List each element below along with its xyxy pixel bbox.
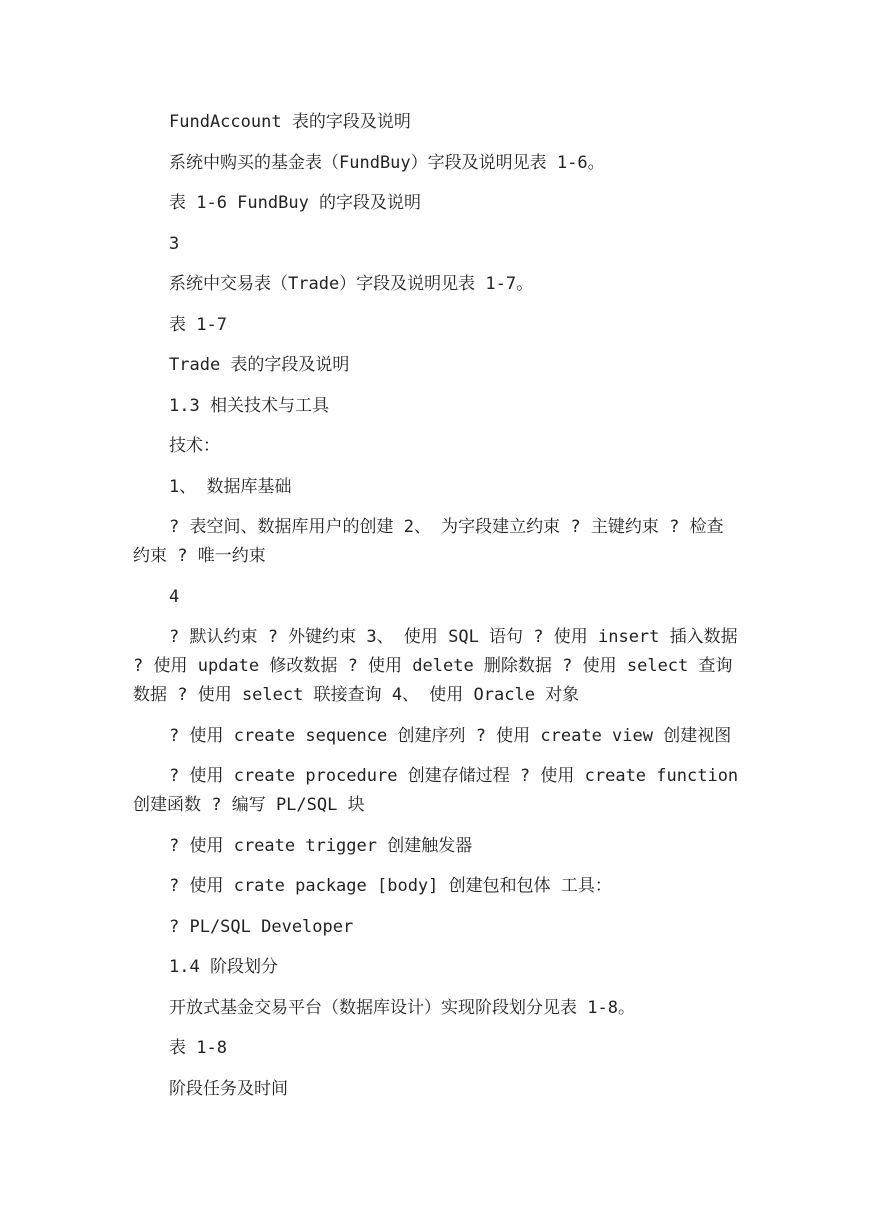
- page-number: 3: [169, 233, 180, 254]
- section-heading-1-3: 1.3 相关技术与工具: [169, 395, 329, 416]
- fundbuy-intro: 系统中购买的基金表（FundBuy）字段及说明见表 1-6。: [169, 152, 605, 173]
- sql-statements-paragraph: ? 默认约束 ? 外键约束 3、 使用 SQL 语句 ? 使用 insert 插入数据 ? 使用 update 修改数据 ? 使用 delete 删除数据 ? 使用 select 查询数据 ? 使用 select 联接查询 4、 使用 Oracle 对象: [133, 627, 738, 705]
- tool-item: ? PL/SQL Developer: [169, 916, 354, 937]
- sequence-view-item: ? 使用 create sequence 创建序列 ? 使用 create view 创建视图: [169, 725, 732, 746]
- page-number: 4: [169, 586, 180, 607]
- package-item: ? 使用 crate package [body] 创建包和包体 工具：: [169, 876, 612, 896]
- phase-table-caption: 阶段任务及时间: [169, 1078, 288, 1099]
- fundaccount-table-caption: FundAccount 表的字段及说明: [169, 112, 411, 132]
- constraints-paragraph: ? 表空间、数据库用户的创建 2、 为字段建立约束 ? 主键约束 ? 检查约束 ? 唯一约束: [133, 517, 724, 566]
- trade-intro: 系统中交易表（Trade）字段及说明见表 1-7。: [169, 274, 534, 294]
- phase-intro: 开放式基金交易平台（数据库设计）实现阶段划分见表 1-8。: [169, 997, 635, 1018]
- trigger-item: ? 使用 create trigger 创建触发器: [169, 835, 473, 856]
- section-heading-1-4: 1.4 阶段划分: [169, 957, 278, 977]
- procedure-function-item: ? 使用 create procedure 创建存储过程 ? 使用 create function 创建函数 ? 编写 PL/SQL 块: [133, 766, 739, 815]
- table-1-6-caption: 表 1-6 FundBuy 的字段及说明: [169, 193, 422, 213]
- document-body: [133, 108, 739, 1115]
- table-1-7-label: 表 1-7: [169, 314, 227, 335]
- tech-label: 技术：: [169, 436, 220, 456]
- db-basics-item: 1、 数据库基础: [169, 476, 292, 497]
- table-1-8-label: 表 1-8: [169, 1038, 227, 1058]
- trade-table-caption: Trade 表的字段及说明: [169, 355, 350, 375]
